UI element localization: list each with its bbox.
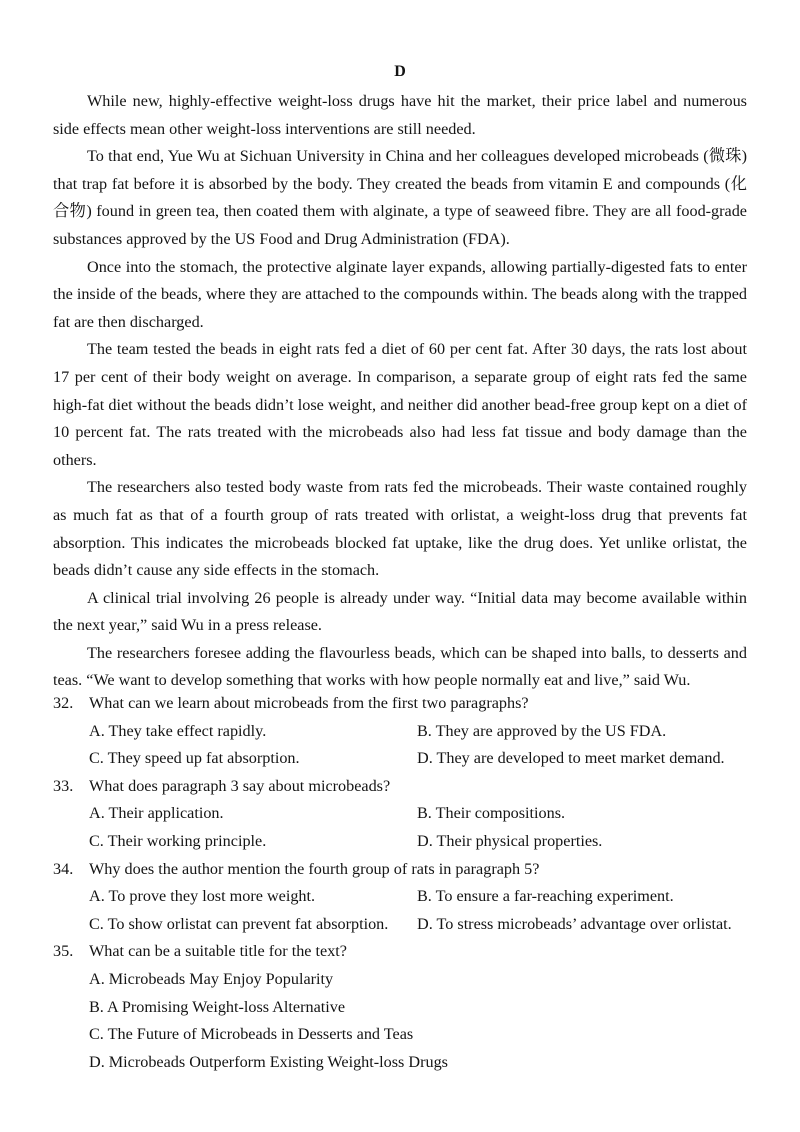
option-row	[53, 800, 753, 828]
question-34	[53, 856, 753, 884]
option-a: A. Microbeads May Enjoy Popularity	[89, 969, 334, 988]
option-b: B. They are approved by the US FDA.	[417, 721, 667, 740]
question-stem: What can we learn about microbeads from the first two paragraphs?	[89, 694, 529, 712]
question-33	[53, 773, 753, 801]
question-number: 33.	[53, 776, 74, 795]
passage-paragraph-2: To that end, Yue Wu at Sichuan University in China and her colleagues developed microbeads (微珠) that trap fat before it is absorbed by the body. They created the beads from vitamin E and compounds (化合物) found in green tea, then coated them with alginate, a type of seaweed fibre. They are all food-grade substances approved by the US Food and Drug Administration (FDA).	[53, 147, 747, 248]
option-a: A. To prove they lost more weight.	[89, 887, 316, 906]
option-row	[53, 718, 753, 746]
option-row	[53, 883, 753, 911]
option-a: A. They take effect rapidly.	[89, 721, 267, 740]
passage-paragraph-3: Once into the stomach, the protective alginate layer expands, allowing partially-digested fats to enter the inside of the beads, where they are attached to the compounds within. The beads along with the trapped fat are then discharged.	[53, 257, 747, 331]
passage-paragraph-7: The researchers foresee adding the flavourless beads, which can be shaped into balls, to desserts and teas. “We want to develop something that works with how people normally eat and live,” said Wu.	[53, 643, 747, 690]
passage-paragraph-5: The researchers also tested body waste from rats fed the microbeads. Their waste contained roughly as much fat as that of a fourth group of rats treated with orlistat, a weight-loss drug that prevents fat absorption. This indicates the microbeads blocked fat uptake, like the drug does. Yet unlike orlistat, the beads didn’t cause any side effects in the stomach.	[53, 478, 747, 580]
question-stem: Why does the author mention the fourth group of rats in paragraph 5?	[89, 859, 540, 878]
option-c: C. To show orlistat can prevent fat absorption.	[89, 914, 389, 933]
question-stem: What does paragraph 3 say about microbeads?	[89, 776, 391, 795]
option-b: B. Their compositions.	[417, 804, 566, 823]
question-35	[53, 938, 753, 966]
option-c: C. The Future of Microbeads in Desserts and Teas	[89, 1025, 414, 1044]
option-b: B. To ensure a far-reaching experiment.	[417, 887, 674, 906]
option-c: C. They speed up fat absorption.	[89, 749, 300, 768]
option-row	[53, 911, 753, 939]
question-stem: What can be a suitable title for the text?	[89, 942, 347, 961]
option-row	[53, 828, 753, 856]
option-a: A. Their application.	[89, 804, 224, 823]
option-b: B. A Promising Weight-loss Alternative	[89, 997, 346, 1016]
option-c: C. Their working principle.	[89, 831, 267, 850]
option-d: D. To stress microbeads’ advantage over orlistat.	[417, 914, 732, 933]
question-list	[53, 690, 753, 1076]
passage-paragraph-6: A clinical trial involving 26 people is already under way. “Initial data may become available within the next year,” said Wu in a press release.	[53, 588, 747, 635]
question-32	[53, 690, 753, 718]
question-number: 35.	[53, 942, 74, 961]
question-number: 32.	[53, 694, 74, 712]
reading-passage	[53, 88, 747, 695]
question-number: 34.	[53, 859, 74, 878]
option-d: D. Their physical properties.	[417, 831, 603, 850]
passage-paragraph-1: While new, highly-effective weight-loss drugs have hit the market, their price label and numerous side effects mean other weight-loss interventions are still needed.	[53, 92, 747, 138]
section-title: D	[394, 63, 406, 80]
option-row	[53, 745, 753, 773]
option-d: D. Microbeads Outperform Existing Weight-loss Drugs	[89, 1052, 448, 1071]
option-d: D. They are developed to meet market demand.	[417, 749, 725, 768]
passage-paragraph-4: The team tested the beads in eight rats fed a diet of 60 per cent fat. After 30 days, the rats lost about 17 per cent of their body weight on average. In comparison, a separate group of eight rats fed the same high-fat diet without the beads didn’t lose weight, and neither did another bead-free group kept on a diet of 10 percent fat. The rats treated with the microbeads also had less fat tissue and body damage than the others.	[53, 340, 747, 469]
